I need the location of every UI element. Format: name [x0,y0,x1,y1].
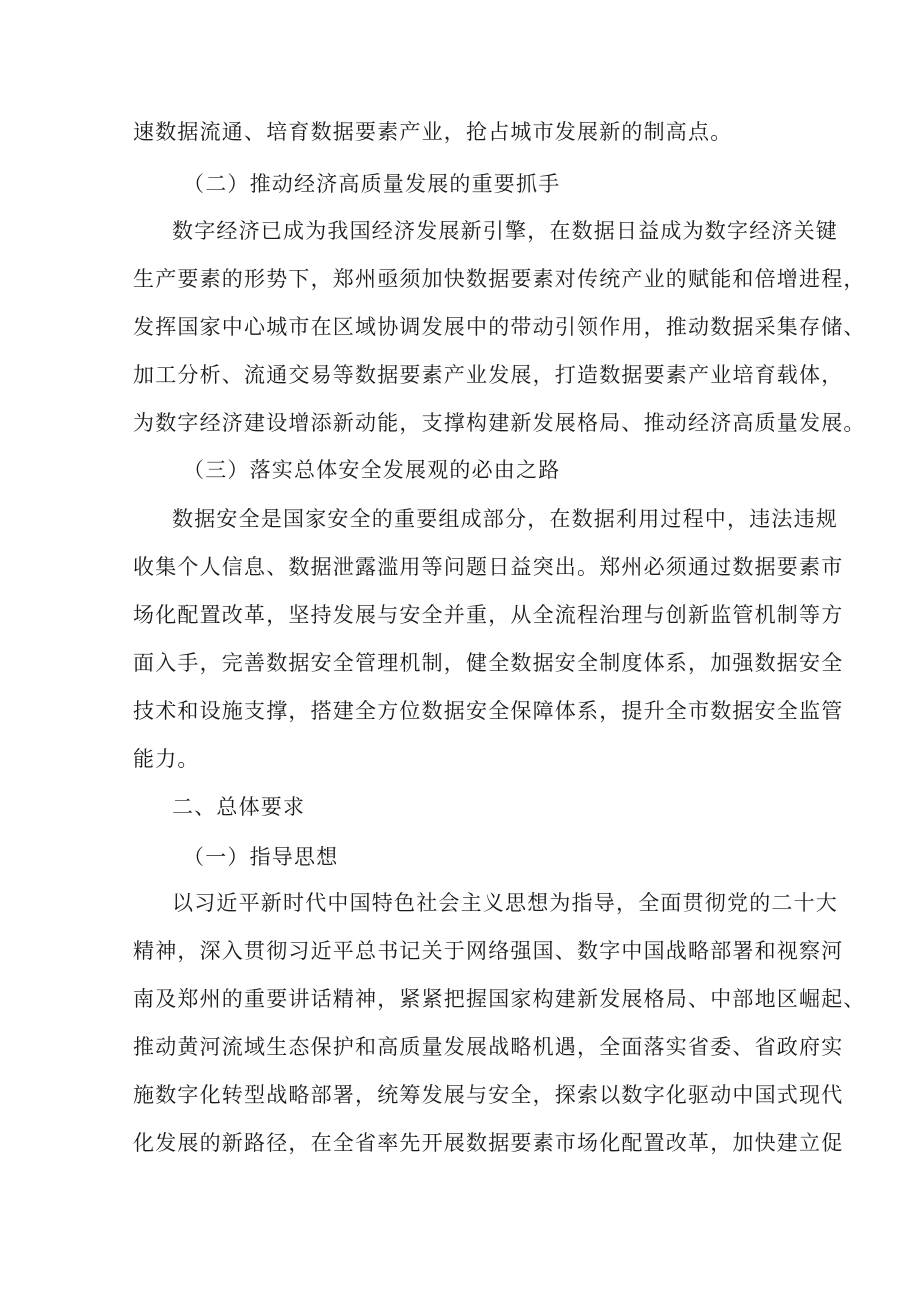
body-text-line: 数据安全是国家安全的重要组成部分，在数据利用过程中，违法违规 [172,507,838,531]
section-heading-1: （一）指导思想 [183,845,339,869]
section-heading-2: （二）推动经济高质量发展的重要抓手 [183,172,561,196]
body-text-line: 技术和设施支撑，搭建全方位数据安全保障体系，提升全市数据安全监管 [133,699,844,723]
body-text-line: 南及郑州的重要讲话精神，紧紧把握国家构建新发展格局、中部地区崛起、 [133,987,866,1011]
body-text-line: 发挥国家中心城市在区域协调发展中的带动引领作用，推动数据采集存储、 [133,315,866,339]
body-text-line: 场化配置改革，坚持发展与安全并重，从全流程治理与创新监管机制等方 [133,603,844,627]
body-text-line: 加工分析、流通交易等数据要素产业发展，打造数据要素产业培育载体， [133,363,844,387]
body-text-line: 以习近平新时代中国特色社会主义思想为指导，全面贯彻党的二十大 [172,891,838,915]
section-heading-3: （三）落实总体安全发展观的必由之路 [183,458,561,482]
chapter-heading: 二、总体要求 [172,795,306,819]
body-text-line: 速数据流通、培育数据要素产业，抢占城市发展新的制高点。 [133,120,733,144]
body-text-line: 数字经济已成为我国经济发展新引擎，在数据日益成为数字经济关键 [172,219,838,243]
body-text-line: 面入手，完善数据安全管理机制，健全数据安全制度体系，加强数据安全 [133,651,844,675]
body-text-line: 施数字化转型战略部署，统筹发展与安全，探索以数字化驱动中国式现代 [133,1083,844,1107]
body-text-line: 为数字经济建设增添新动能，支撑构建新发展格局、推动经济高质量发展。 [133,411,866,435]
body-text-line: 推动黄河流域生态保护和高质量发展战略机遇，全面落实省委、省政府实 [133,1035,844,1059]
body-text-line: 收集个人信息、数据泄露滥用等问题日益突出。郑州必须通过数据要素市 [133,555,844,579]
body-text-line: 精神，深入贯彻习近平总书记关于网络强国、数字中国战略部署和视察河 [133,939,844,963]
body-text-line: 能力。 [133,747,200,771]
body-text-line: 生产要素的形势下，郑州亟须加快数据要素对传统产业的赋能和倍增进程， [133,267,866,291]
body-text-line: 化发展的新路径，在全省率先开展数据要素市场化配置改革，加快建立促 [133,1131,844,1155]
